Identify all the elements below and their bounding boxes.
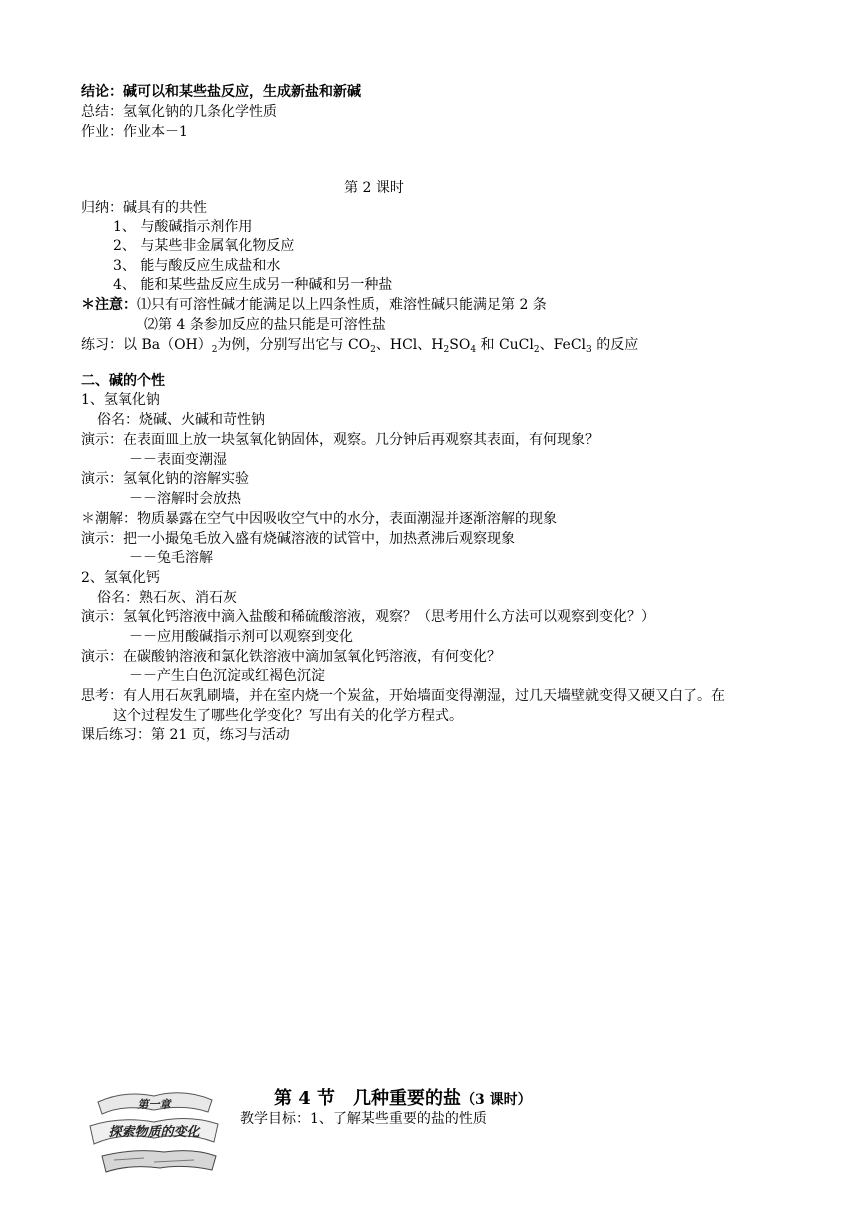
practice-text: 、FeCl [539,337,587,353]
section-heading: 二、碱的个性 [81,373,165,389]
demo-result: －－应用酸碱指示剂可以观察到变化 [129,629,353,645]
caoh-title: 2、氢氧化钙 [81,570,160,586]
demo-line: 演示：把一小撮兔毛放入盛有烧碱溶液的试管中，加热煮沸后观察现象 [81,531,515,547]
conclusion-line: 结论：碱可以和某些盐反应，生成新盐和新碱 [81,84,361,100]
practice-text: 和 CuCl [476,337,534,353]
homework-line: 作业：作业本－1 [81,124,188,140]
naoh-title: 1、氢氧化钠 [81,392,160,408]
demo-line: 演示：氢氧化钠的溶解实验 [81,471,249,487]
summary-line: 总结：氢氧化钠的几条化学性质 [81,104,277,120]
chapter-logo [84,1086,224,1176]
chaojie-line: ＊潮解：物质暴露在空气中因吸收空气中的水分，表面潮湿并逐渐溶解的现象 [81,511,557,527]
subscript: 2 [370,345,376,355]
demo-line: 演示：在碳酸钠溶液和氯化铁溶液中滴加氢氧化钙溶液，有何变化？ [81,649,501,665]
note-text-2: ⑵第 4 条参加反应的盐只能是可溶性盐 [144,317,386,333]
demo-result: －－产生白色沉淀或红褐色沉淀 [129,668,325,684]
practice-line [81,335,638,355]
section-4-title [274,1084,532,1110]
list-item: 3、 能与酸反应生成盐和水 [113,258,281,274]
subscript: 2 [533,345,540,355]
list-item: 2、 与某些非金属氧化物反应 [113,238,295,254]
demo-line: 演示：氢氧化钙溶液中滴入盐酸和稀硫酸溶液，观察？（思考用什么方法可以观察到变化？） [81,609,655,625]
demo-result: －－兔毛溶解 [129,550,213,566]
note-text-1: ⑴只有可溶性碱才能满足以上四条性质，难溶性碱只能满足第 2 条 [137,297,547,313]
section-4-title-main: 第 4 节 几种重要的盐 [274,1088,462,1109]
practice-text: 练习：以 Ba（OH） [81,337,212,353]
after-class-line: 课后练习：第 21 页，练习与活动 [81,727,290,743]
chapter-logo-graphic [84,1086,224,1176]
logo-line-1: 第一章 [137,1098,171,1111]
caoh-alias: 俗名：熟石灰、消石灰 [97,590,237,606]
naoh-alias: 俗名：烧碱、火碱和苛性钠 [97,412,265,428]
think-line: 思考：有人用石灰乳刷墙，并在室内烧一个炭盆，开始墙面变得潮湿，过几天墙壁就变得又硬又白了。在 [81,688,725,704]
think-line: 这个过程发生了哪些化学变化？写出有关的化学方程式。 [113,708,463,724]
subscript: 4 [470,345,477,355]
list-item: 4、 能和某些盐反应生成另一种碱和另一种盐 [113,277,393,293]
practice-text: 的反应 [591,337,639,353]
demo-result: －－溶解时会放热 [129,491,241,507]
demo-line: 演示：在表面皿上放一块氢氧化钠固体，观察。几分钟后再观察其表面，有何现象？ [81,432,599,448]
practice-text: 、HCl、H [375,337,444,353]
guina-line: 归纳：碱具有的共性 [81,200,207,216]
list-item: 1、 与酸碱指示剂作用 [113,219,253,235]
subscript: 3 [586,345,592,355]
subscript: 2 [443,345,450,355]
practice-text: 为例，分别写出它与 CO [217,337,371,353]
section-4-title-small: （3 课时） [461,1092,532,1108]
lesson-heading: 第 2 课时 [344,180,404,196]
note-line [81,295,547,315]
note-label: ＊注意： [81,297,137,313]
logo-line-2: 探索物质的变化 [108,1125,200,1140]
practice-text: SO [449,337,471,353]
demo-result: －－表面变潮湿 [129,452,227,468]
teaching-goal-line: 教学目标：1、了解某些重要的盐的性质 [240,1111,487,1127]
subscript: 2 [211,345,218,355]
